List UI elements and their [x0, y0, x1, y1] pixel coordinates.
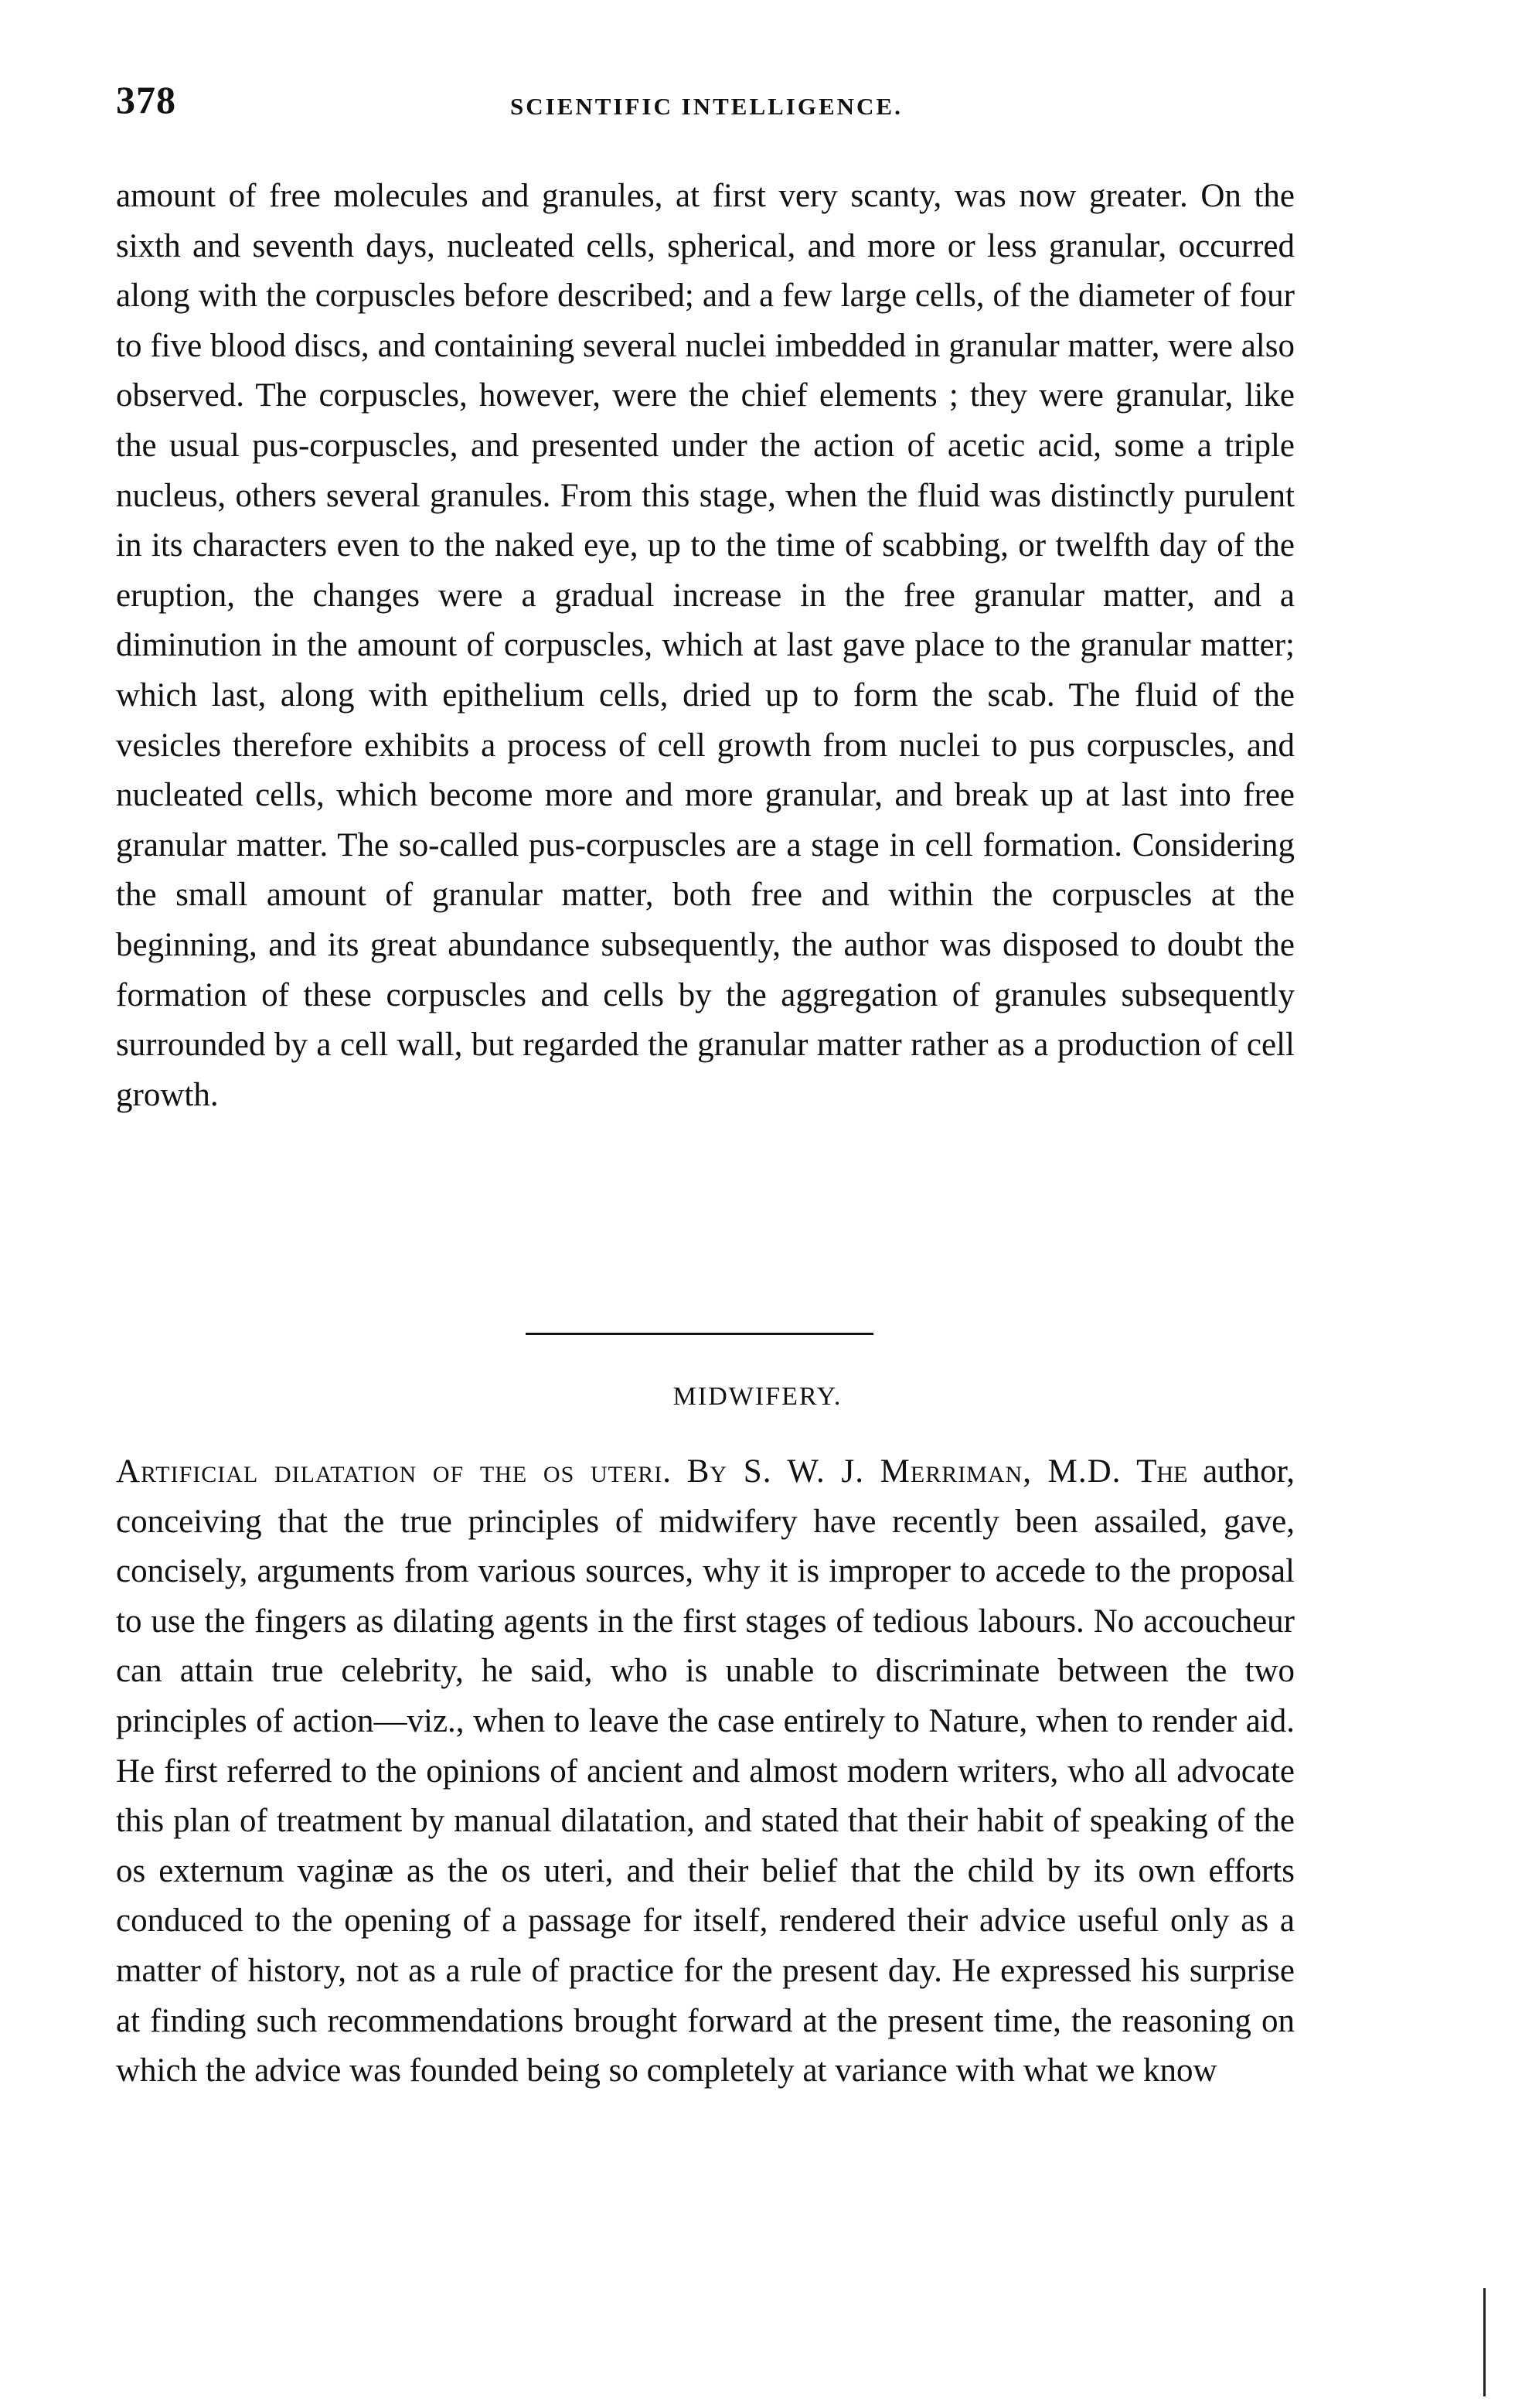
- article-lead-word: The: [1136, 1453, 1188, 1490]
- margin-mark: [1483, 2288, 1486, 2396]
- section-heading: MIDWIFERY.: [672, 1382, 843, 1411]
- section-divider: [526, 1333, 873, 1335]
- article-byline: By S. W. J. Merriman, M.D.: [686, 1453, 1122, 1490]
- article-body: author, conceiving that the true principles of midwifery have recently been assailed, gave, concisely, arguments from various sources, why it is improper to accede to the proposal to use the fingers as dilating agents in the first stages of tedious labours. No accoucheur can attain true celebrity, he said, who is unable to discriminate between the two principles of action—viz., when to leave the case entirely to Nature, when to render aid. He first referred to the opinions of ancient and almost modern writers, who all advocate this plan of treatment by manual dilatation, and stated that their habit of speaking of the os externum vaginæ as the os uteri, and their belief that the child by its own efforts conduced to the opening of a passage for itself, rendered their advice useful only as a matter of history, not as a rule of practice for the present day. He expressed his surprise at finding such recommendations brought forward at the present time, the reasoning on which the advice was founded being so completely at variance with what we know: [116, 1453, 1295, 2090]
- article-paragraph: [116, 1447, 1295, 2096]
- running-head: [116, 77, 1322, 131]
- running-title: SCIENTIFIC INTELLIGENCE.: [510, 93, 903, 120]
- article-title: Artificial dilatation of the os uteri.: [116, 1453, 672, 1490]
- page-number: 378: [116, 78, 176, 121]
- body-paragraph: amount of free molecules and granules, at first very scanty, was now greater. On the sixth and seventh days, nucleated cells, spherical, and more or less granular, occurred along with the corpuscles before described; and a few large cells, of the diameter of four to five blood discs, and containing several nuclei imbedded in granular matter, were also observed. The corpuscles, however, were the chief elements ; they were granular, like the usual pus-corpuscles, and presented under the action of acetic acid, some a triple nucleus, others several granules. From this stage, when the fluid was distinctly purulent in its characters even to the naked eye, up to the time of scabbing, or twelfth day of the eruption, the changes were a gradual increase in the free granular matter, and a diminution in the amount of corpuscles, which at last gave place to the granular matter; which last, along with epithelium cells, dried up to form the scab. The fluid of the vesicles therefore exhibits a process of cell growth from nuclei to pus corpuscles, and nucleated cells, which become more and more granular, and break up at last into free granular matter. The so-called pus-corpuscles are a stage in cell formation. Considering the small amount of granular matter, both free and within the corpuscles at the beginning, and its great abundance subsequently, the author was disposed to doubt the formation of these corpuscles and cells by the aggregation of granules subsequently surrounded by a cell wall, but regarded the granular matter rather as a production of cell growth.: [116, 178, 1295, 1113]
